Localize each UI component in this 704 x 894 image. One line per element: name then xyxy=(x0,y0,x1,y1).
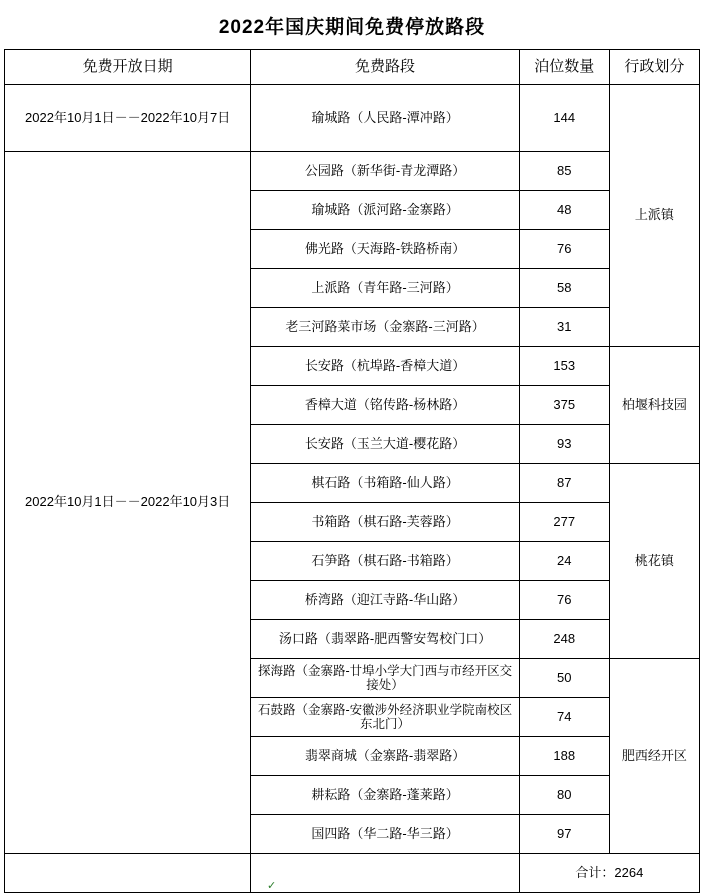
table-header-row xyxy=(5,50,700,85)
road-number: 248 xyxy=(519,620,609,659)
road-name: 长安路（杭埠路-香樟大道） xyxy=(251,347,519,386)
header-number: 泊位数量 xyxy=(519,50,609,85)
table-total-row xyxy=(5,854,700,893)
road-number: 188 xyxy=(519,737,609,776)
road-number: 76 xyxy=(519,230,609,269)
check-mark-icon: ✓ xyxy=(267,880,277,893)
district-name: 上派镇 xyxy=(609,85,699,347)
road-name: 长安路（玉兰大道-樱花路） xyxy=(251,425,519,464)
road-number: 97 xyxy=(519,815,609,854)
road-number: 85 xyxy=(519,152,609,191)
district-name: 桃花镇 xyxy=(609,464,699,659)
total-empty-date xyxy=(5,854,277,893)
date-range-1: 2022年10月1日－－2022年10月7日 xyxy=(5,85,251,152)
road-name: 瑜城路（派河路-金寨路） xyxy=(251,191,519,230)
road-number: 277 xyxy=(519,503,609,542)
road-name: 探海路（金寨路-廿埠小学大门西与市经开区交接处） xyxy=(251,659,519,698)
road-number: 74 xyxy=(519,698,609,737)
road-number: 93 xyxy=(519,425,609,464)
road-number: 48 xyxy=(519,191,609,230)
page-title: 2022年国庆期间免费停放路段 xyxy=(218,17,486,38)
road-number: 76 xyxy=(519,581,609,620)
road-name: 汤口路（翡翠路-肥西警安驾校门口） xyxy=(251,620,519,659)
road-name: 国四路（华二路-华三路） xyxy=(251,815,519,854)
road-number: 50 xyxy=(519,659,609,698)
table-row xyxy=(5,85,700,152)
road-name: 耕耘路（金寨路-蓬莱路） xyxy=(251,776,519,815)
road-name: 老三河路菜市场（金寨路-三河路） xyxy=(251,308,519,347)
header-district: 行政划分 xyxy=(609,50,699,85)
road-name: 书箱路（棋石路-芙蓉路） xyxy=(251,503,519,542)
road-name: 翡翠商城（金寨路-翡翠路） xyxy=(251,737,519,776)
road-number: 144 xyxy=(519,85,609,152)
road-name: 棋石路（书箱路-仙人路） xyxy=(251,464,519,503)
total-empty-road xyxy=(251,854,519,893)
district-name: 柏堰科技园 xyxy=(609,347,699,464)
road-number: 80 xyxy=(519,776,609,815)
road-number: 375 xyxy=(519,386,609,425)
table-row xyxy=(5,152,700,191)
district-name: 肥西经开区 xyxy=(609,659,699,854)
road-number: 87 xyxy=(519,464,609,503)
road-name: 香樟大道（铭传路-杨林路） xyxy=(251,386,519,425)
total-label: 合计：2264 xyxy=(519,854,699,893)
date-range-2: 2022年10月1日－－2022年10月3日 xyxy=(5,152,251,854)
road-name: 石鼓路（金寨路-安徽涉外经济职业学院南校区东北门） xyxy=(251,698,519,737)
road-name: 桥湾路（迎江寺路-华山路） xyxy=(251,581,519,620)
road-number: 153 xyxy=(519,347,609,386)
header-road: 免费路段 xyxy=(251,50,519,85)
road-name: 瑜城路（人民路-潭冲路） xyxy=(251,85,519,152)
road-name: 公园路（新华街-青龙潭路） xyxy=(251,152,519,191)
road-number: 31 xyxy=(519,308,609,347)
road-number: 58 xyxy=(519,269,609,308)
road-name: 上派路（青年路-三河路） xyxy=(251,269,519,308)
road-name: 佛光路（天海路-铁路桥南） xyxy=(251,230,519,269)
header-date: 免费开放日期 xyxy=(5,50,251,85)
road-number: 24 xyxy=(519,542,609,581)
parking-roads-table xyxy=(4,49,700,893)
road-name: 石笋路（棋石路-书箱路） xyxy=(251,542,519,581)
